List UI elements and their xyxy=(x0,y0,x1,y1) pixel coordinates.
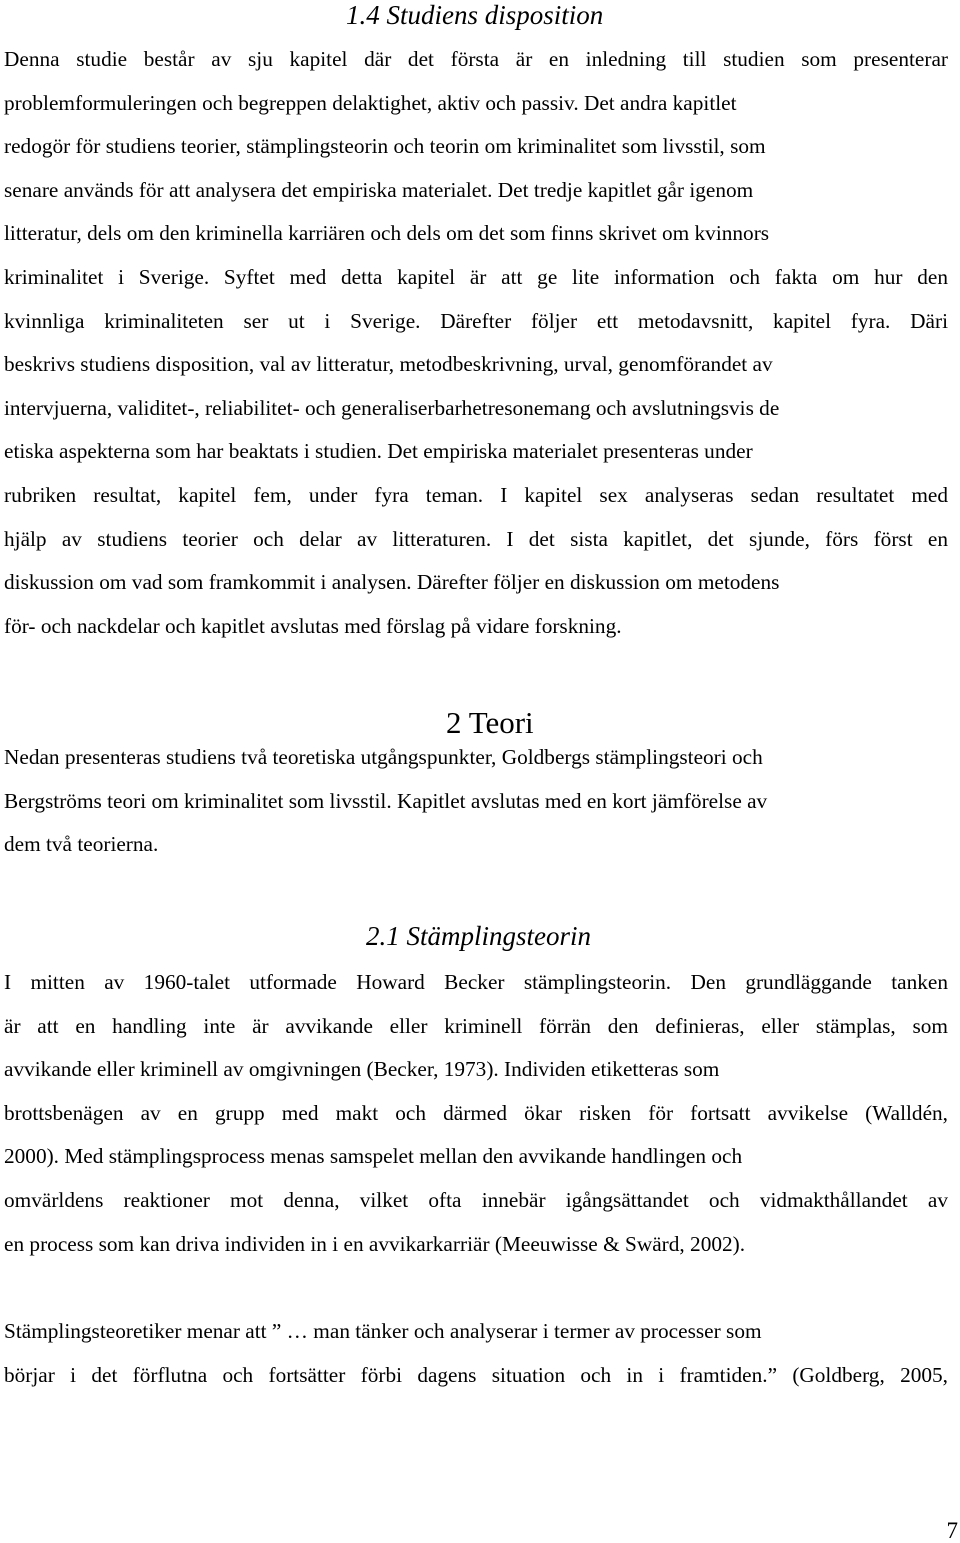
text-line: börjar i det förflutna och fortsätter förbi dagens situation och in i framtiden.” (Goldberg, 2005, xyxy=(4,1362,948,1387)
paragraph-teori xyxy=(4,736,960,867)
text-line: brottsbenägen av en grupp med makt och därmed ökar risken för fortsatt avvikelse (Walldén, xyxy=(4,1100,948,1125)
text-line: dem två teorierna. xyxy=(4,832,159,857)
text-line: diskussion om vad som framkommit i analysen. Därefter följer en diskussion om metodens xyxy=(4,570,780,595)
text-line: för- och nackdelar och kapitlet avslutas med förslag på vidare forskning. xyxy=(4,613,622,638)
paragraph-disposition xyxy=(4,38,960,648)
text-line: kriminalitet i Sverige. Syftet med detta kapitel är att ge lite information och fakta om hur den xyxy=(4,264,948,289)
text-line: Denna studie består av sju kapitel där det första är en inledning till studien som presenterar xyxy=(4,47,948,71)
paragraph-stamplingsteorin xyxy=(4,961,960,1266)
text-line: en process som kan driva individen in i en avvikarkarriär (Meeuwisse & Swärd, 2002). xyxy=(4,1231,746,1256)
text-line: 2000). Med stämplingsprocess menas samspelet mellan den avvikande handlingen och xyxy=(4,1144,743,1169)
chapter-heading-teori: 2 Teori xyxy=(446,705,534,740)
text-line: problemformuleringen och begreppen delaktighet, aktiv och passiv. Det andra kapitlet xyxy=(4,90,737,115)
text-line: senare används för att analysera det empiriska materialet. Det tredje kapitlet går igenom xyxy=(4,177,754,202)
text-line: kvinnliga kriminaliteten ser ut i Sverige. Därefter följer ett metodavsnitt, kapitel fyra. Däri xyxy=(4,308,948,333)
text-line: beskrivs studiens disposition, val av litteratur, metodbeskrivning, urval, genomförandet av xyxy=(4,352,773,377)
text-line: Bergströms teori om kriminalitet som livsstil. Kapitlet avslutas med en kort jämförelse av xyxy=(4,788,768,813)
text-line: intervjuerna, validitet-, reliabilitet- och generaliserbarhetresonemang och avslutningsvis de xyxy=(4,395,780,420)
text-line: omvärldens reaktioner mot denna, vilket ofta innebär igångsättandet och vidmakthållandet av xyxy=(4,1187,948,1212)
page-number: 7 xyxy=(946,1518,958,1543)
text-line: Stämplingsteoretiker menar att ” … man tänker och analyserar i termer av processer som xyxy=(4,1319,762,1343)
text-line: är att en handling inte är avvikande eller kriminell förrän den definieras, eller stämplas, som xyxy=(4,1013,948,1038)
text-line: I mitten av 1960-talet utformade Howard Becker stämplingsteorin. Den grundläggande tanken xyxy=(4,970,948,994)
text-line: avvikande eller kriminell av omgivningen (Becker, 1973). Individen etiketteras som xyxy=(4,1057,720,1082)
text-line: hjälp av studiens teorier och delar av litteraturen. I det sista kapitlet, det sjunde, förs först en xyxy=(4,526,948,551)
paragraph-quote xyxy=(4,1310,960,1397)
text-line: litteratur, dels om den kriminella karriären och dels om det som finns skrivet om kvinnors xyxy=(4,221,770,246)
section-heading-disposition: 1.4 Studiens disposition xyxy=(346,0,604,30)
text-line: rubriken resultat, kapitel fem, under fyra teman. I kapitel sex analyseras sedan resultatet med xyxy=(4,482,948,507)
text-line: etiska aspekterna som har beaktats i studien. Det empiriska materialet presenteras under xyxy=(4,439,753,464)
text-line: redogör för studiens teorier, stämplingsteorin och teorin om kriminalitet som livsstil, som xyxy=(4,134,766,159)
text-line: Nedan presenteras studiens två teoretiska utgångspunkter, Goldbergs stämplingsteori och xyxy=(4,745,763,769)
section-heading-stamplingsteorin: 2.1 Stämplingsteorin xyxy=(366,921,592,951)
